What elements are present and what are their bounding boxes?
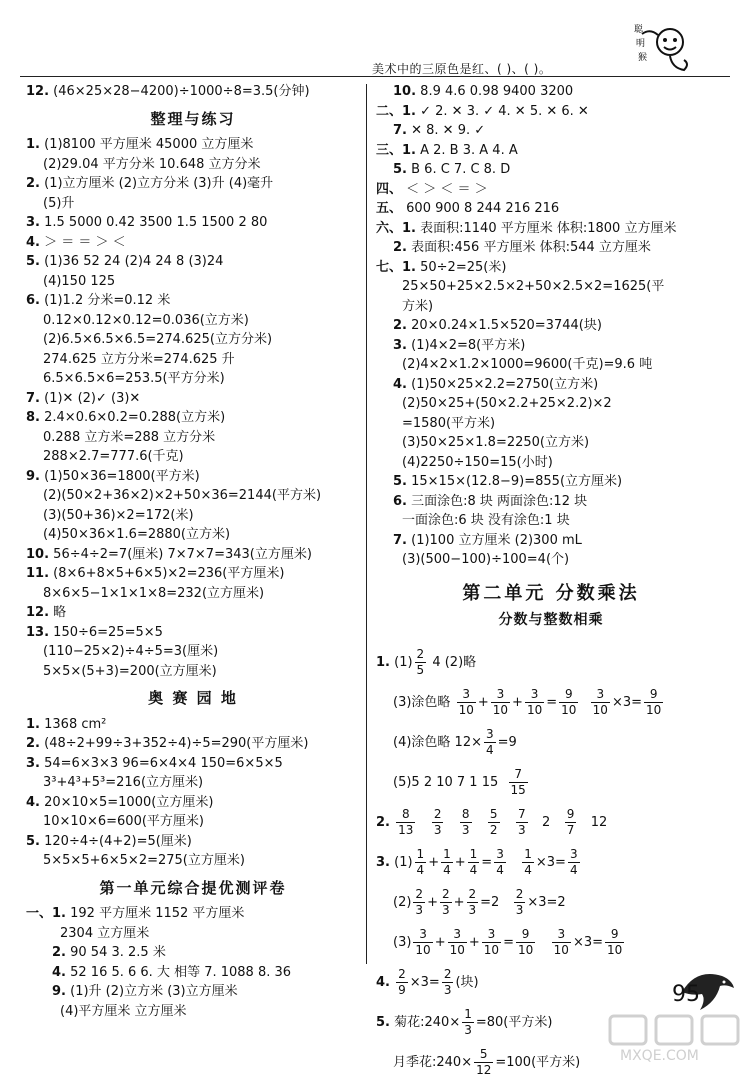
- answer-line: 3. (1)4×2=8(平方米): [393, 337, 526, 353]
- answer-line: 10×10×6=600(平方厘米): [43, 814, 204, 829]
- answer-line: (4)150 125: [43, 273, 116, 289]
- answer-line: 9. (1)升 (2)立方米 (3)立方厘米: [52, 984, 238, 999]
- column-divider: [366, 84, 367, 964]
- answer-line: 六、1. 表面积:1140 平方厘米 体积:1800 立方厘米: [376, 220, 677, 236]
- answer-line: 2. 表面积:456 平方厘米 体积:544 立方厘米: [393, 240, 651, 255]
- answer-line: 5. B 6. C 7. C 8. D: [393, 162, 511, 177]
- page-header: [0, 0, 750, 82]
- answer-line: 一、1. 192 平方厘米 1152 平方厘米: [26, 906, 245, 921]
- answer-line: 11. (8×6+8×5+6×5)×2=236(平方厘米): [26, 566, 285, 581]
- svg-text:MXQE.COM: MXQE.COM: [620, 1048, 699, 1064]
- header-riddle: 美术中的三原色是红、( )、( )。: [372, 62, 552, 76]
- watermark-logo-icon: [600, 1010, 750, 1064]
- answer-line: 12. 略: [26, 605, 67, 620]
- answer-line: 2. 20×0.24×1.5×520=3744(块): [393, 318, 602, 333]
- answer-line: (5)升: [43, 195, 75, 211]
- answer-line: (2)50×25+(50×2.2+25×2.2)×2: [402, 396, 612, 411]
- answer-line: 3. (1) $\frac{1}{4}$ + $\frac{1}{4}$ + $\frac{1}{4}$ = $\frac{3}{4}$ $\frac{1}{4}$ ×3= $\frac{3}{4}$: [376, 846, 578, 877]
- fraction: $\frac{2}{5}$: [416, 646, 425, 677]
- answer-line: (2)(50×2+36×2)×2+50×36=2144(平方米): [43, 488, 322, 503]
- answer-line: 1. (1) $\frac{2}{5}$ 4 (2)略: [376, 646, 477, 677]
- answer-line: 方米): [402, 298, 434, 314]
- answer-line: (5)5 2 10 7 1 15 $\frac{7}{15}$: [393, 766, 526, 797]
- answer-line: 3³+4³+5³=216(立方厘米): [43, 775, 204, 790]
- answer-line: (4)平方厘米 立方厘米: [60, 1003, 187, 1019]
- answer-line: 1. 1368 cm²: [26, 716, 107, 732]
- answer-line: 月季花:240× $\frac{5}{12}$ =100(平方米): [393, 1046, 581, 1077]
- answer-line: (2)4×2×1.2×1000=9600(千克)=9.6 吨: [402, 357, 653, 372]
- answer-line: 4. 20×10×5=1000(立方厘米): [26, 794, 214, 810]
- page-number: 95: [672, 982, 700, 1007]
- answer-line: (3)50×25×1.8=2250(立方米): [402, 435, 590, 450]
- review-answers: [26, 135, 360, 681]
- answer-line: 6. (1)1.2 分米=0.12 米: [26, 293, 171, 308]
- answer-line: 5. (1)36 52 24 (2)4 24 8 (3)24: [26, 254, 224, 269]
- svg-text:聪: 聪: [634, 25, 644, 35]
- answer-line: 4. (1)50×25×2.2=2750(立方米): [393, 376, 599, 392]
- answer-line: 274.625 立方分米=274.625 升: [43, 351, 235, 367]
- answer-line: 8×6×5−1×1×1×8=232(立方厘米): [43, 585, 265, 601]
- answer-line: 4. 52 16 5. 6 6. 大 相等 7. 1088 8. 36: [52, 964, 292, 980]
- answer-line: 288×2.7=777.6(千克): [43, 449, 184, 464]
- answer-line: 五、 600 900 8 244 216 216: [376, 201, 560, 216]
- answer-line: (4)50×36×1.6=2880(立方米): [43, 527, 231, 542]
- answer-line: 3. 1.5 5000 0.42 3500 1.5 1500 2 80: [26, 215, 268, 230]
- answer-line: =1580(平方米): [402, 415, 496, 431]
- answer-line: 1. (1)8100 平方厘米 45000 立方厘米: [26, 137, 254, 152]
- answer-line: (110−25×2)÷4÷5=3(厘米): [43, 644, 219, 659]
- answer-line: (2)29.04 平方分米 10.648 立方分米: [43, 156, 261, 172]
- answer-line: (4)涂色略 12× $\frac{3}{4}$ =9: [393, 726, 517, 757]
- unit1-test-answers: [26, 904, 360, 1021]
- monkey-mascot-icon: [630, 20, 690, 78]
- answer-line: 5. 菊花:240× $\frac{1}{3}$ =80(平方米): [376, 1006, 553, 1037]
- answer-line: 12. (46×25×28−4200)÷1000÷8=3.5(分钟): [26, 84, 310, 99]
- answer-line: (3) $\frac{3}{10}$ + $\frac{3}{10}$ + $\frac{3}{10}$ = $\frac{9}{10}$ $\frac{3}{10}$ ×3= $\frac{9}{10}$: [393, 926, 623, 957]
- svg-text:明: 明: [636, 39, 646, 49]
- answer-line: 10. 8.9 4.6 0.98 9400 3200: [393, 84, 574, 99]
- answer-line: 13. 150÷6=25=5×5: [26, 624, 163, 640]
- answer-line: 25×50+25×2.5×2+50×2.5×2=1625(平: [402, 279, 665, 294]
- answer-line: 2. (48÷2+99÷3+352÷4)÷5=290(平方厘米): [26, 736, 309, 751]
- answer-line: 2. (1)立方厘米 (2)立方分米 (3)升 (4)毫升: [26, 176, 274, 191]
- left-column: [26, 82, 360, 1021]
- unit2-subtitle: 分数与整数相乘: [498, 612, 604, 628]
- section-title-review: 整理与练习: [150, 109, 236, 128]
- answer-line: 二、1. ✓ 2. ✕ 3. ✓ 4. ✕ 5. ✕ 6. ✕: [376, 103, 589, 119]
- svg-text:猴: 猴: [638, 53, 648, 63]
- answer-line: (3)(500−100)÷100=4(个): [402, 552, 570, 567]
- answer-line: (2)6.5×6.5×6.5=274.625(立方分米): [43, 332, 273, 347]
- answer-line: 5×5×5+6×5×2=275(立方厘米): [43, 853, 245, 868]
- answer-line: 6. 三面涂色:8 块 两面涂色:12 块: [393, 493, 588, 509]
- answer-line: 8. 2.4×0.6×0.2=0.288(立方米): [26, 410, 226, 425]
- answer-line: 三、1. A 2. B 3. A 4. A: [376, 142, 518, 158]
- answer-line: (2) $\frac{2}{3}$ + $\frac{2}{3}$ + $\frac{2}{3}$ =2 $\frac{2}{3}$ ×3=2: [393, 886, 566, 917]
- answer-line: 0.288 立方米=288 立方分米: [43, 429, 216, 445]
- answer-line: 4. $\frac{2}{9}$ ×3= $\frac{2}{3}$ (块): [376, 966, 479, 997]
- answer-line: 3. 54=6×3×3 96=6×4×4 150=6×5×5: [26, 755, 283, 771]
- answer-line: (3)涂色略 $\frac{3}{10}$ + $\frac{3}{10}$ + $\frac{3}{10}$ = $\frac{9}{10}$ $\frac{3}{10}$ ×3= $\frac{9}{10}$: [393, 686, 662, 717]
- answer-line: (3)(50+36)×2=172(米): [43, 507, 194, 523]
- answer-line: 4. ＞ ＝ ＝ ＞ ＜: [26, 234, 126, 250]
- right-column: [376, 82, 726, 1083]
- answer-line: 9. (1)50×36=1800(平方米): [26, 468, 200, 484]
- section-title-unit1-test: 第一单元综合提优测评卷: [99, 878, 287, 897]
- answer-line: 2. $\frac{8}{13}$ $\frac{2}{3}$ $\frac{8}{3}$ $\frac{5}{2}$ $\frac{7}{3}$ 2 $\frac{9}{7}$ 12: [376, 806, 608, 837]
- answer-line: 6.5×6.5×6=253.5(平方分米): [43, 371, 225, 386]
- unit2-title: 第二单元 分数乘法: [462, 582, 640, 604]
- answer-line: 5. 120÷4÷(4+2)=5(厘米): [26, 833, 192, 849]
- answer-line: 2304 立方厘米: [60, 925, 150, 941]
- header-rule: [20, 76, 730, 77]
- answer-line: 0.12×0.12×0.12=0.036(立方米): [43, 312, 249, 328]
- answer-line: 七、1. 50÷2=25(米): [376, 259, 507, 275]
- answer-line: 一面涂色:6 块 没有涂色:1 块: [402, 513, 570, 528]
- answer-line: 2. 90 54 3. 2.5 米: [52, 945, 166, 960]
- answer-line: 5×5×(5+3)=200(立方厘米): [43, 663, 217, 679]
- answer-line: (4)2250÷150=15(小时): [402, 454, 553, 470]
- answer-line: 四、 ＜ ＞ ＜ ＝ ＞: [376, 181, 488, 197]
- answer-line: 7. ✕ 8. ✕ 9. ✓: [393, 123, 486, 138]
- answer-line: 5. 15×15×(12.8−9)=855(立方厘米): [393, 474, 623, 489]
- answer-line: 7. (1)100 立方厘米 (2)300 mL: [393, 532, 582, 548]
- olympiad-answers: [26, 715, 360, 871]
- answer-line: 7. (1)✕ (2)✓ (3)✕: [26, 390, 141, 406]
- section-title-olympiad: 奥 赛 园 地: [148, 689, 238, 707]
- answer-line: 10. 56÷4÷2=7(厘米) 7×7×7=343(立方厘米): [26, 546, 312, 562]
